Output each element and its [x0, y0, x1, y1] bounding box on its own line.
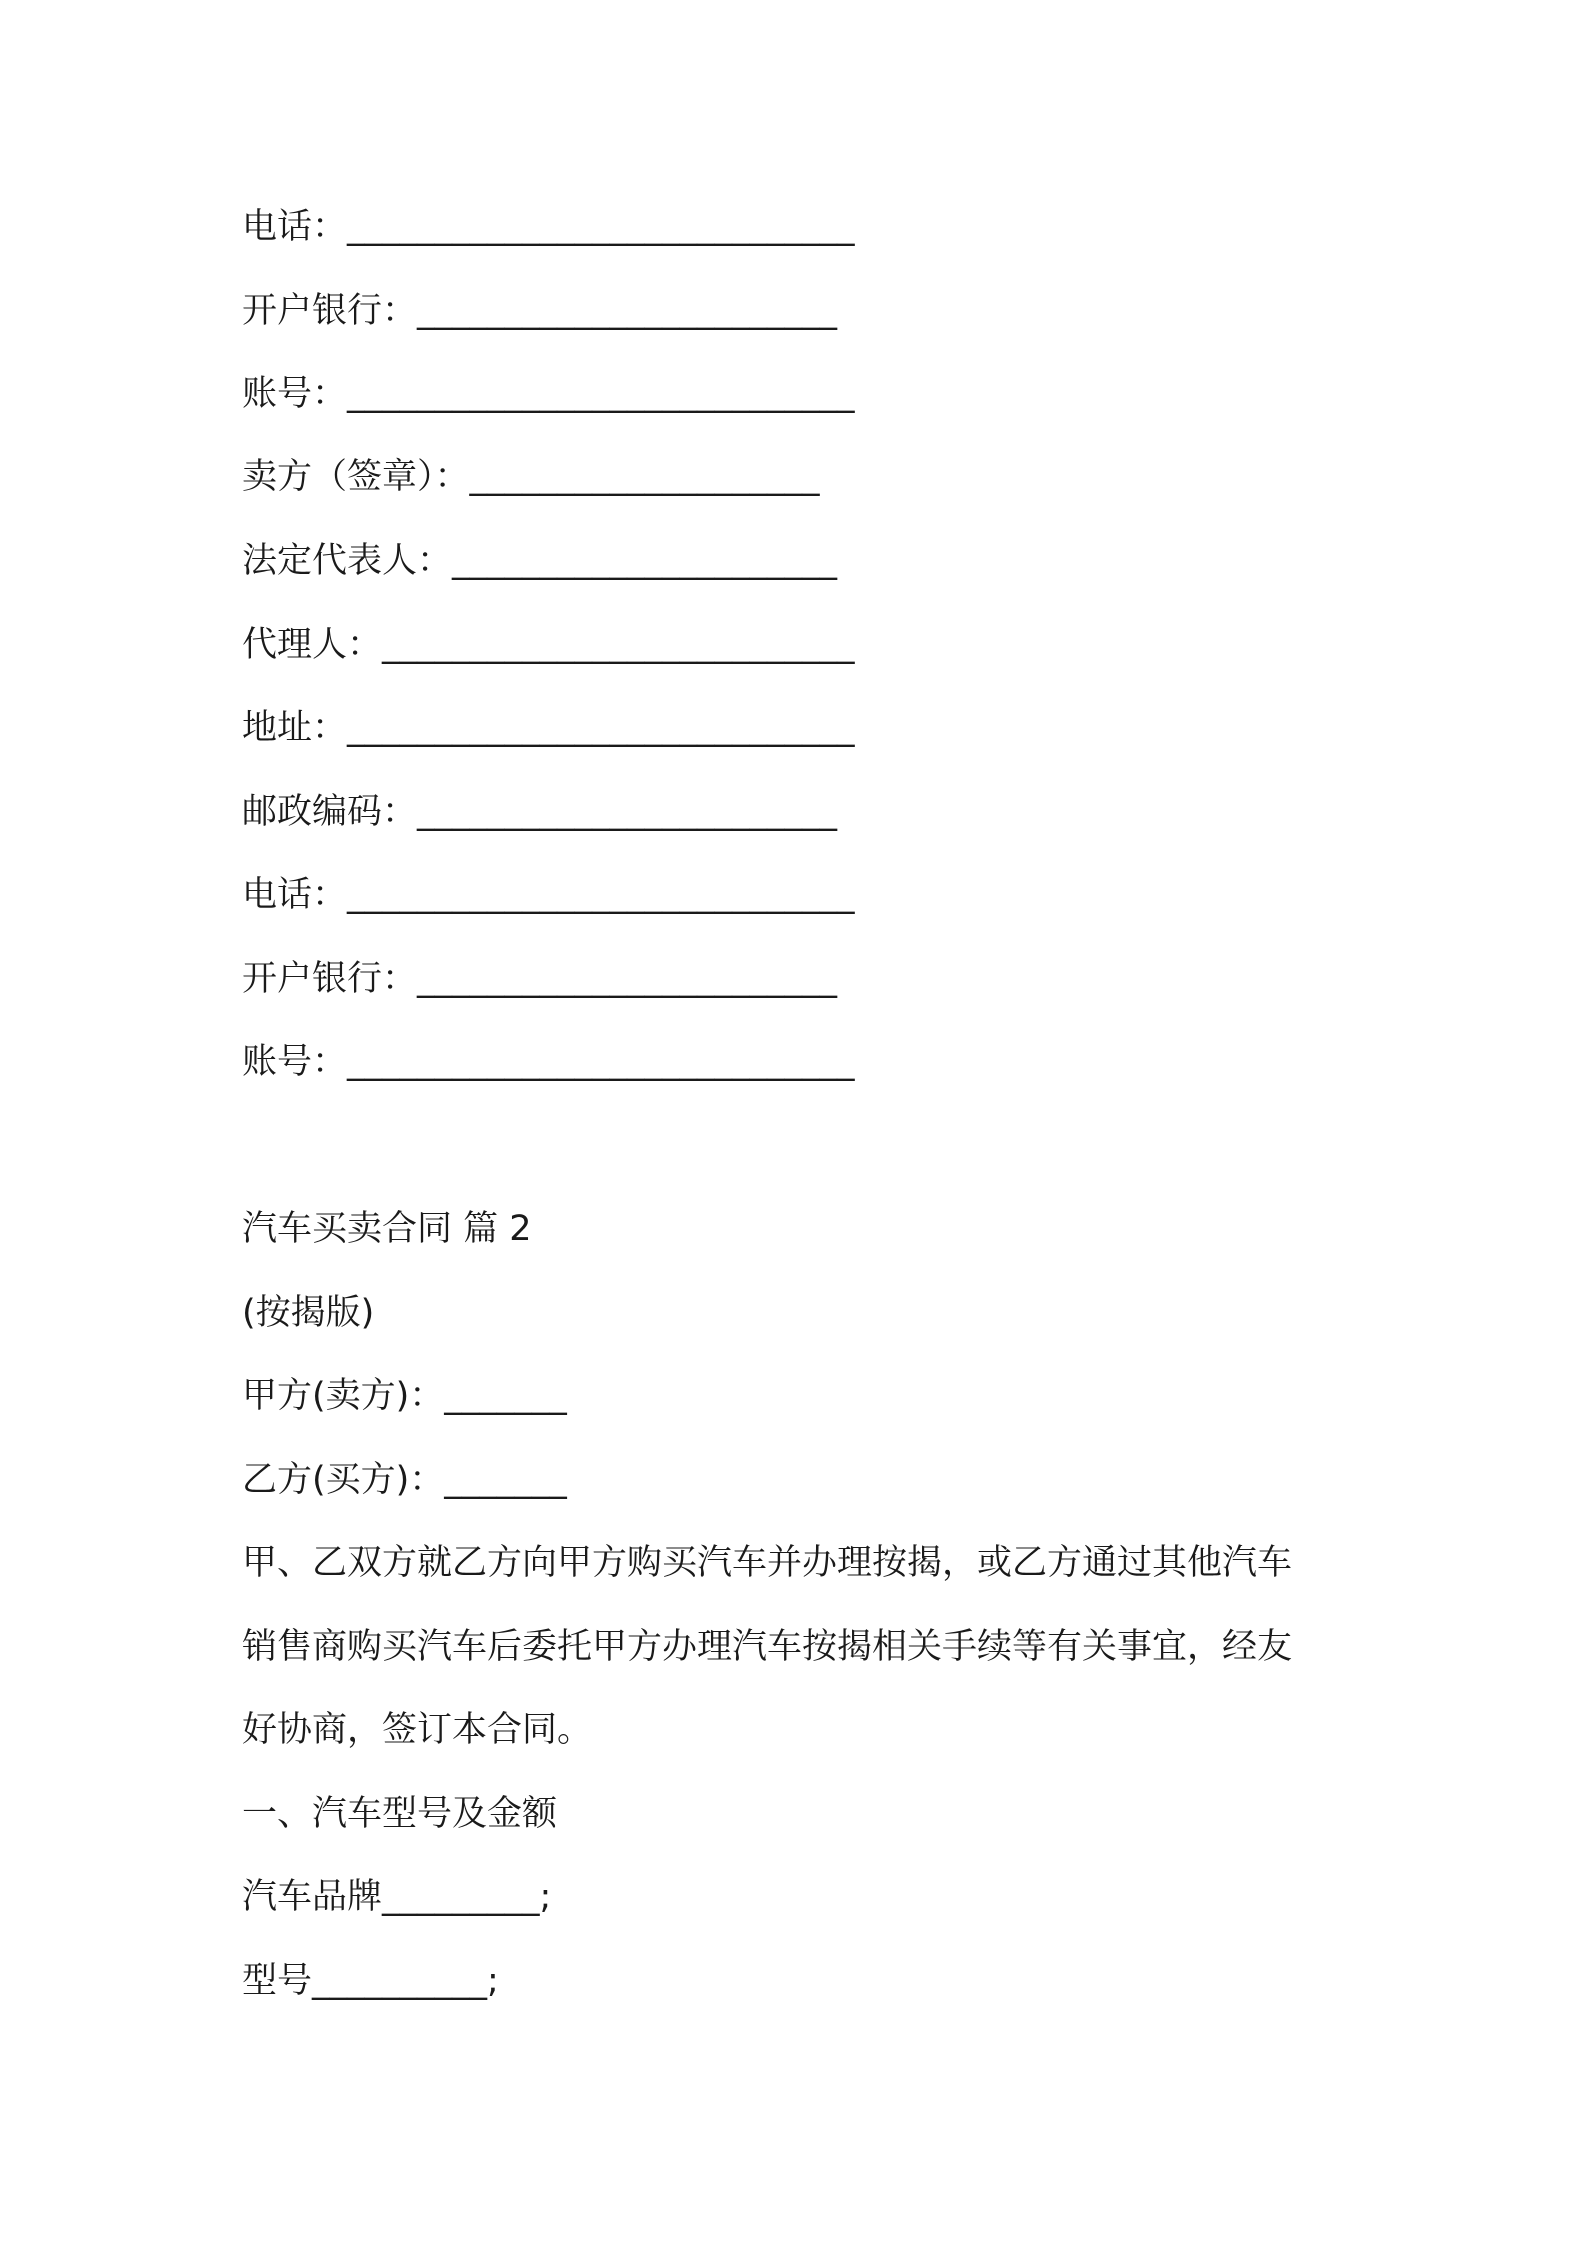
address-label: 地址： — [242, 708, 348, 748]
bank-line — [242, 289, 837, 333]
intro-paragraph-line-2: 销售商购买汽车后委托甲方办理汽车按揭相关手续等有关事宜，经友 — [242, 1627, 1293, 1667]
brand-line: 汽车品牌_________; — [242, 1877, 552, 1917]
bank-blank: ________________________ — [417, 291, 838, 331]
account-blank-2: _____________________________ — [347, 1042, 855, 1082]
legal-rep-blank: ______________________ — [452, 541, 838, 581]
bank-label-2: 开户银行： — [242, 959, 418, 999]
contract-title: 汽车买卖合同 篇 2 — [242, 1209, 532, 1249]
phone-label: 电话： — [242, 207, 348, 247]
phone-line — [242, 205, 855, 249]
legal-rep-line — [242, 539, 837, 583]
address-line — [242, 706, 855, 750]
intro-paragraph-line-3: 好协商，签订本合同。 — [242, 1710, 593, 1750]
phone-line-2 — [242, 873, 855, 917]
intro-paragraph-line-1: 甲、乙双方就乙方向甲方购买汽车并办理按揭，或乙方通过其他汽车 — [242, 1543, 1293, 1583]
account-line-2 — [242, 1040, 855, 1084]
section-1-heading: 一、汽车型号及金额 — [242, 1794, 558, 1834]
seller-signature-blank: ____________________ — [469, 457, 820, 497]
account-label: 账号： — [242, 374, 348, 414]
bank-line-2 — [242, 957, 837, 1001]
party-a-line: 甲方(卖方)：_______ — [242, 1376, 567, 1416]
party-b-line: 乙方(买方)：_______ — [242, 1460, 567, 1500]
account-blank: _____________________________ — [347, 374, 855, 414]
postcode-label: 邮政编码： — [242, 792, 418, 832]
postcode-line — [242, 790, 837, 834]
agent-blank: ___________________________ — [382, 625, 855, 665]
model-line: 型号__________; — [242, 1961, 499, 2001]
bank-blank-2: ________________________ — [417, 959, 838, 999]
bank-label: 开户银行： — [242, 291, 418, 331]
postcode-blank: ________________________ — [417, 792, 838, 832]
seller-signature-line — [242, 455, 820, 499]
phone-blank-2: _____________________________ — [347, 875, 855, 915]
contract-subtitle: (按揭版) — [242, 1293, 375, 1333]
account-label-2: 账号： — [242, 1042, 348, 1082]
phone-label-2: 电话： — [242, 875, 348, 915]
legal-rep-label: 法定代表人： — [242, 541, 453, 581]
agent-label: 代理人： — [242, 625, 383, 665]
agent-line — [242, 623, 855, 667]
address-blank: _____________________________ — [347, 708, 855, 748]
seller-signature-label: 卖方（签章）： — [242, 457, 470, 497]
phone-blank: _____________________________ — [347, 207, 855, 247]
account-line — [242, 372, 855, 416]
